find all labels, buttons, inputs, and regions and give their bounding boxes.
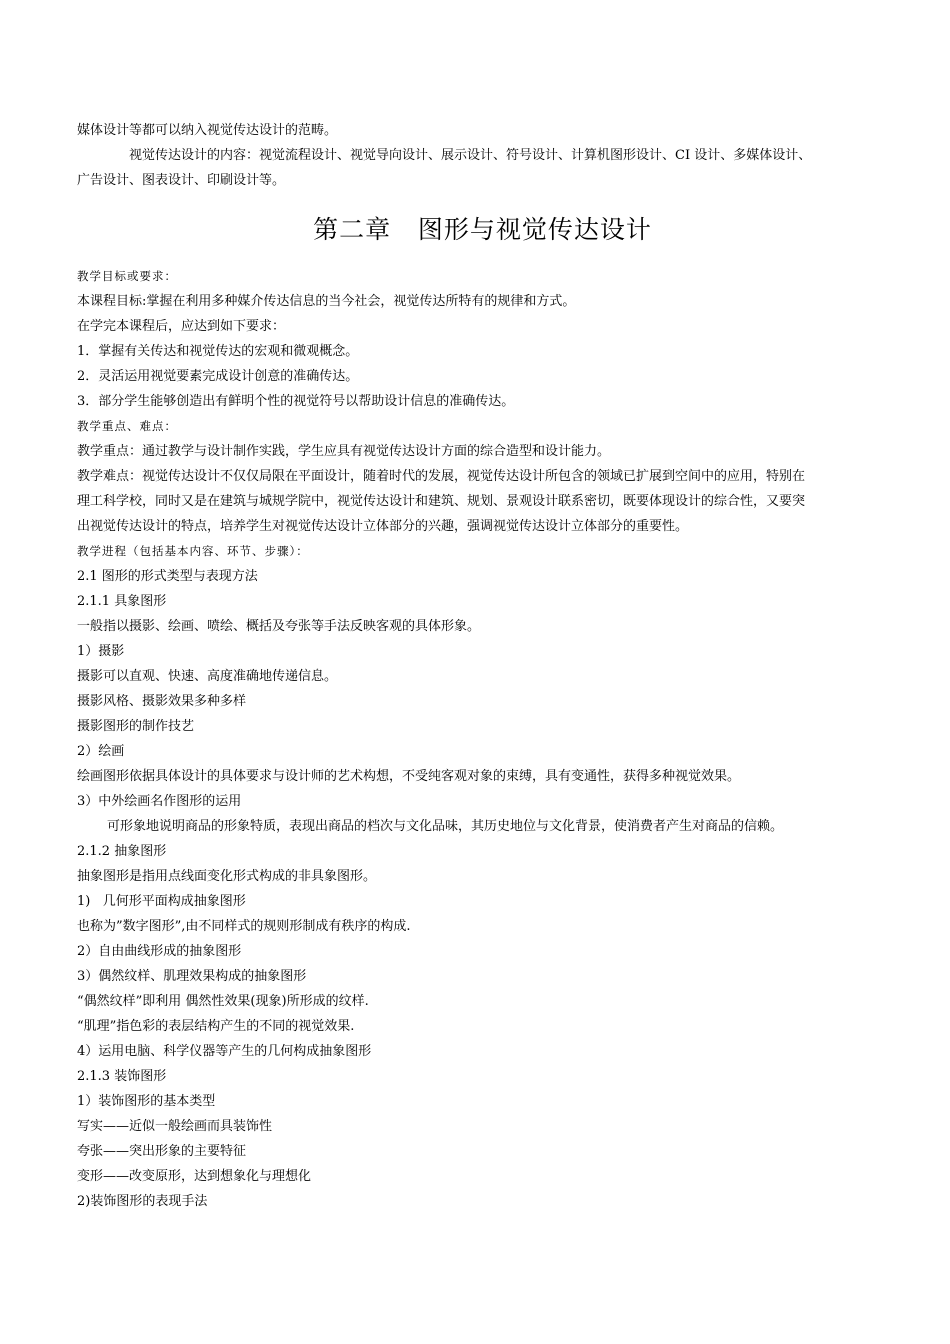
text-line: 抽象图形是指用点线面变化形式构成的非具象图形。 xyxy=(77,869,377,884)
text-line: 一般指以摄影、绘画、喷绘、概括及夸张等手法反映客观的具体形象。 xyxy=(77,619,481,634)
subsection-heading: 2.1.1 具象图形 xyxy=(77,594,167,609)
list-item: 3）中外绘画名作图形的运用 xyxy=(77,794,242,809)
text-line: 在学完本课程后，应达到如下要求： xyxy=(77,319,286,334)
text-line: “偶然纹样”即利用 偶然性效果(现象)所形成的纹样. xyxy=(77,994,369,1009)
list-item: 2．灵活运用视觉要素完成设计创意的准确传达。 xyxy=(77,369,359,384)
list-item: 1．掌握有关传达和视觉传达的宏观和微观概念。 xyxy=(77,344,359,359)
list-item: 1）摄影 xyxy=(77,644,125,659)
list-item: 3．部分学生能够创造出有鲜明个性的视觉符号以帮助设计信息的准确传达。 xyxy=(77,394,515,409)
text-line: 可形象地说明商品的形象特质，表现出商品的档次与文化品味，其历史地位与文化背景，使消费者产生对商品的信赖。 xyxy=(107,819,784,834)
list-item: 2）自由曲线形成的抽象图形 xyxy=(77,944,242,959)
text-line: 摄影图形的制作技艺 xyxy=(77,719,195,734)
list-item: 1) 几何形平面构成抽象图形 xyxy=(77,894,246,909)
intro-line-1: 媒体设计等都可以纳入视觉传达设计的范畴。 xyxy=(77,123,338,138)
text-line: 教学难点：视觉传达设计不仅仅局限在平面设计，随着时代的发展，视觉传达设计所包含的领域已扩展到空间中的应用，特别在 xyxy=(77,469,806,484)
text-line: 夸张——突出形象的主要特征 xyxy=(77,1144,247,1159)
list-item: 4）运用电脑、科学仪器等产生的几何构成抽象图形 xyxy=(77,1044,372,1059)
teaching-process-heading: 教学进程（包括基本内容、环节、步骤）： xyxy=(77,544,309,558)
list-item: 3）偶然纹样、肌理效果构成的抽象图形 xyxy=(77,969,307,984)
section-heading: 2.1 图形的形式类型与表现方法 xyxy=(77,569,258,584)
subsection-heading: 2.1.3 装饰图形 xyxy=(77,1069,167,1084)
text-line: 变形——改变原形，达到想象化与理想化 xyxy=(77,1169,312,1184)
text-line: 教学重点：通过教学与设计制作实践，学生应具有视觉传达设计方面的综合造型和设计能力。 xyxy=(77,444,611,459)
key-points-heading: 教学重点、难点： xyxy=(77,419,177,433)
teaching-goal-heading: 教学目标或要求： xyxy=(77,269,177,283)
text-line: 绘画图形依据具体设计的具体要求与设计师的艺术构想，不受纯客观对象的束缚，具有变通性，获得多种视觉效果。 xyxy=(77,769,741,784)
subsection-heading: 2.1.2 抽象图形 xyxy=(77,844,167,859)
list-item: 2）绘画 xyxy=(77,744,125,759)
text-line: 摄影可以直观、快速、高度准确地传递信息。 xyxy=(77,669,338,684)
intro-line-3: 广告设计、图表设计、印刷设计等。 xyxy=(77,173,286,188)
text-line: 也称为”数字图形”,由不同样式的规则形制成有秩序的构成. xyxy=(77,919,411,934)
text-line: 写实——近似一般绘画而具装饰性 xyxy=(77,1119,273,1134)
text-line: 出视觉传达设计的特点，培养学生对视觉传达设计立体部分的兴趣，强调视觉传达设计立体部分的重要性。 xyxy=(77,519,689,534)
text-line: “肌理”指色彩的表层结构产生的不同的视觉效果. xyxy=(77,1019,355,1034)
chapter-title: 第二章 图形与视觉传达设计 xyxy=(313,215,652,244)
list-item: 1）装饰图形的基本类型 xyxy=(77,1094,216,1109)
intro-line-2: 视觉传达设计的内容：视觉流程设计、视觉导向设计、展示设计、符号设计、计算机图形设计、CI 设计、多媒体设计、 xyxy=(129,148,812,163)
text-line: 摄影风格、摄影效果多种多样 xyxy=(77,694,247,709)
text-line: 理工科学校，同时又是在建筑与城规学院中，视觉传达设计和建筑、规划、景观设计联系密切，既要体现设计的综合性，又要突 xyxy=(77,494,806,509)
list-item: 2)装饰图形的表现手法 xyxy=(77,1194,208,1209)
text-line: 本课程目标:掌握在利用多种媒介传达信息的当今社会，视觉传达所特有的规律和方式。 xyxy=(77,294,576,309)
